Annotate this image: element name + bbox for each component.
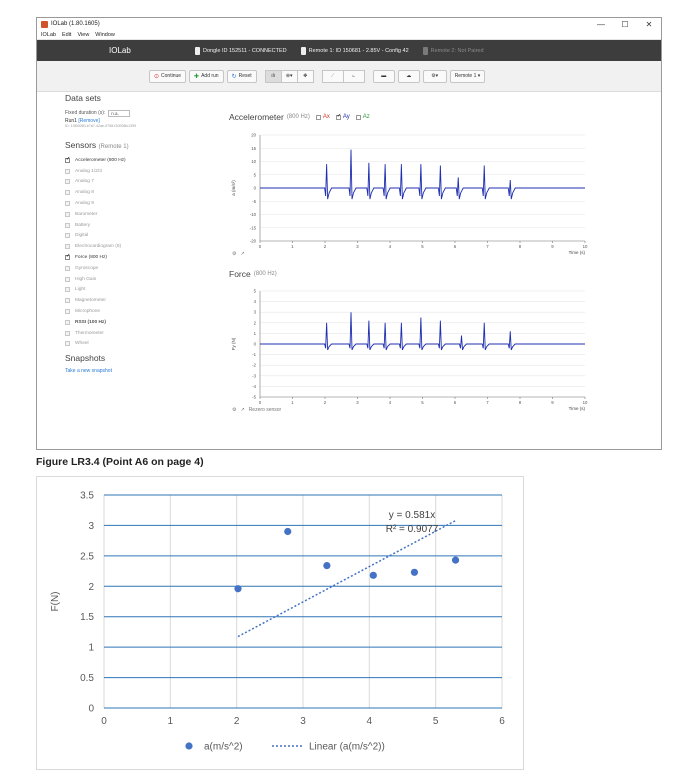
line-fit-icon: ⟀ [352, 73, 356, 79]
sensor-item[interactable] [65, 306, 185, 317]
sensor-item[interactable] [65, 328, 185, 339]
sensor-item[interactable] [65, 198, 185, 209]
sensor-label: Magnetometer [75, 298, 106, 304]
ay-checkbox[interactable] [336, 115, 341, 120]
sensor-label: Wheel [75, 341, 89, 347]
y-tick-label: -10 [249, 212, 256, 217]
sensor-item[interactable] [65, 166, 185, 177]
bar-stats-icon: ılı [271, 73, 276, 79]
sensor-item[interactable] [65, 252, 185, 263]
sensor-checkbox[interactable] [65, 169, 70, 174]
sensor-item[interactable] [65, 274, 185, 285]
cloud-button[interactable] [398, 70, 420, 83]
sensor-item[interactable] [65, 285, 185, 296]
x-tick-label: 2 [323, 400, 327, 405]
x-tick-label: 4 [388, 244, 392, 249]
y-tick-label: 1 [253, 330, 256, 336]
y-tick-label: 5 [253, 172, 256, 178]
y-tick-label: -15 [249, 225, 256, 231]
sensor-label: Light [75, 287, 86, 293]
sensor-list [65, 155, 185, 349]
settings-button[interactable] [423, 70, 447, 83]
sensor-label: Digital [75, 233, 89, 239]
sensor-label: High Gain [75, 276, 97, 282]
remote-select-label: Remote 1 ▾ [454, 73, 481, 79]
fixed-duration-label: Fixed duration (s): [65, 110, 106, 116]
chart-border [37, 477, 524, 770]
data-point [284, 528, 291, 535]
app-brand: IOLab [109, 46, 131, 55]
sensor-label: Analog 9 [75, 201, 94, 207]
maximize-button[interactable]: ☐ [621, 19, 629, 29]
sensor-item[interactable] [65, 209, 185, 220]
sensor-checkbox[interactable] [65, 212, 70, 217]
pan-tool-button[interactable] [297, 70, 314, 83]
sensor-checkbox[interactable] [65, 277, 70, 282]
close-button[interactable]: ✕ [645, 19, 653, 29]
folder-icon: ▬ [381, 73, 387, 79]
menu-view[interactable]: View [77, 31, 90, 38]
sensor-checkbox[interactable] [65, 223, 70, 228]
window-title: IOLab (1.80.1605) [51, 21, 100, 27]
remote2-status [423, 47, 484, 55]
iolab-app-icon [41, 21, 48, 28]
sensors-remote: (Remote 1) [98, 144, 129, 150]
sensor-checkbox[interactable] [65, 179, 70, 184]
x-tick-label: 2 [233, 716, 240, 727]
sensor-checkbox[interactable] [65, 266, 70, 271]
x-tick-label: 5 [421, 400, 424, 405]
data-trace [260, 150, 585, 200]
sensor-label: Gyroscope [75, 265, 99, 271]
y-tick-label: 3 [253, 309, 256, 315]
run-name: Run1 [65, 118, 77, 124]
gear-icon[interactable]: ⚙ [232, 251, 237, 257]
continue-button[interactable] [149, 70, 186, 83]
y-tick-label: 20 [251, 132, 256, 138]
data-point [370, 572, 377, 579]
legend-series-label: a(m/s^2) [204, 741, 243, 753]
x-tick-label: 8 [518, 244, 522, 249]
ay-label: Ay [342, 114, 350, 120]
trendline-r2: R² = 0.9077 [385, 524, 439, 535]
y-tick-label: 2 [253, 320, 256, 326]
sensor-checkbox[interactable] [65, 331, 70, 336]
y-tick-label: 1.5 [80, 612, 94, 624]
y-tick-label: 0 [253, 341, 256, 347]
sensor-checkbox[interactable] [65, 298, 70, 303]
fit-curve-button[interactable] [322, 70, 344, 83]
remote-icon [301, 47, 306, 55]
minimize-button[interactable]: — [597, 19, 605, 29]
remote-icon [423, 47, 428, 55]
sensor-item[interactable] [65, 187, 185, 198]
menu-bar [37, 30, 661, 40]
sensor-checkbox[interactable] [65, 341, 70, 346]
x-tick-label: 3 [356, 400, 359, 405]
y-tick-label: 3.5 [80, 490, 94, 502]
force-plot[interactable] [225, 283, 595, 418]
x-tick-label: 2 [323, 244, 327, 249]
sensor-label: Accelerometer (800 Hz) [75, 157, 126, 163]
sensor-item[interactable] [65, 339, 185, 350]
accel-graph-title: Accelerometer [229, 112, 284, 122]
y-tick-label: 10 [251, 159, 256, 164]
axis-toggle-az[interactable] [356, 114, 370, 120]
sensor-checkbox[interactable] [65, 309, 70, 314]
legend-marker [185, 742, 192, 749]
remote-select[interactable] [450, 70, 486, 83]
y-tick-label: -20 [249, 238, 256, 244]
x-tick-label: 5 [421, 244, 424, 249]
connection-status-bar [37, 40, 661, 61]
sensors-heading [65, 140, 185, 150]
fit-line-button[interactable] [343, 70, 365, 83]
plus-icon: ✚ [194, 73, 200, 80]
y-tick-label: 3 [88, 520, 94, 532]
y-axis-label: F(N) [50, 591, 61, 612]
add-run-button[interactable] [189, 70, 224, 83]
az-label: Az [362, 114, 370, 120]
sensor-item[interactable] [65, 177, 185, 188]
y-tick-label: -3 [252, 373, 256, 379]
legend-trend-label: Linear (a(m/s^2)) [309, 741, 385, 753]
sensor-item[interactable] [65, 263, 185, 274]
run-remove-link[interactable]: [Remove] [78, 118, 100, 124]
x-tick-label: 4 [366, 716, 373, 727]
take-snapshot-link[interactable]: Take a new snapshot [65, 368, 112, 375]
y-axis-label: Fy (N) [231, 337, 236, 351]
move-icon: ✥ [303, 73, 308, 79]
reset-button[interactable] [227, 70, 257, 83]
x-tick-label: 1 [167, 716, 174, 727]
data-point [323, 562, 330, 569]
sensors-heading-text: Sensors [65, 140, 97, 150]
x-tick-label: 5 [432, 716, 439, 727]
force-graph-footer [232, 407, 281, 413]
figure-caption: Figure LR3.4 (Point A6 on page 4) [36, 456, 204, 468]
fit-tools [323, 70, 365, 83]
accel-plot[interactable] [225, 127, 595, 262]
popout-icon[interactable]: ↗ [240, 407, 245, 413]
x-tick-label: 8 [518, 400, 522, 405]
analysis-tools [266, 70, 314, 83]
axis-toggle-ay[interactable] [336, 114, 350, 120]
cloud-icon: ☁ [406, 73, 412, 79]
x-tick-label: 1 [291, 400, 294, 405]
stats-tool-button[interactable] [265, 70, 282, 83]
sensor-label: Microphone [75, 309, 101, 315]
sensor-label: Analog 1/2/3 [75, 168, 102, 174]
sensor-label: Barometer [75, 211, 98, 217]
sensor-checkbox[interactable] [65, 320, 70, 325]
y-tick-label: 0.5 [80, 673, 94, 685]
sensor-label: Analog 8 [75, 190, 94, 196]
dongle-status [195, 47, 287, 55]
dongle-status-text: Dongle ID 152511 - CONNECTED [203, 47, 287, 54]
axis-toggle-ax[interactable] [316, 114, 330, 120]
x-axis-label: Time (s) [568, 406, 585, 411]
y-axis-label: a (m/s²) [231, 180, 236, 196]
sensor-label: Thermometer [75, 330, 104, 336]
remote1-status-text: Remote 1: ID 150681 - 2.85V - Config 42 [308, 47, 409, 54]
ax-label: Ax [322, 114, 330, 120]
reset-label: Reset [238, 73, 252, 79]
x-tick-label: 7 [486, 244, 489, 249]
force-graph-title: Force [229, 269, 251, 279]
data-sets-heading: Data sets [65, 93, 101, 103]
data-point [452, 557, 459, 564]
sensor-item[interactable] [65, 241, 185, 252]
snapshots-heading: Snapshots [65, 353, 106, 364]
y-tick-label: 0 [253, 185, 256, 191]
toolbar [37, 61, 661, 92]
accel-graph-header [229, 112, 370, 122]
accel-graph-rate: (800 Hz) [286, 114, 310, 120]
remote2-status-text: Remote 2: Not Paired [430, 47, 484, 54]
remote1-status [301, 47, 409, 55]
sensor-item[interactable] [65, 295, 185, 306]
zoom-icon: ⊕▾ [285, 73, 293, 79]
curve-fit-icon: ⟋ [330, 73, 335, 79]
x-tick-label: 10 [582, 244, 588, 249]
x-tick-label: 9 [551, 400, 554, 405]
x-tick-label: 6 [453, 400, 457, 405]
dongle-icon [195, 47, 200, 55]
y-tick-label: 2.5 [80, 551, 94, 563]
y-tick-label: -5 [252, 394, 256, 400]
y-tick-label: 1 [88, 642, 94, 654]
title-bar [37, 18, 661, 30]
sensor-item[interactable] [65, 231, 185, 242]
sensor-label: Electrocardiogram (9) [75, 244, 122, 250]
sensor-checkbox[interactable] [65, 201, 70, 206]
x-tick-label: 3 [300, 716, 306, 727]
force-graph-rate: (800 Hz) [253, 271, 277, 277]
zoom-tool-button[interactable] [281, 70, 298, 83]
x-tick-label: 6 [499, 716, 505, 727]
run-id: ID: 13f00060-b7a7-42ae-9708-f10008fc1399 [65, 124, 137, 128]
fixed-duration-input[interactable]: n.a. [108, 110, 130, 117]
excel-scatter-chart [36, 476, 524, 770]
ax-checkbox[interactable] [316, 115, 321, 120]
add-run-label: Add run [201, 73, 219, 79]
y-tick-label: -2 [252, 362, 256, 368]
y-tick-label: 2 [88, 581, 94, 593]
menu-window[interactable]: Window [95, 31, 115, 38]
y-tick-label: 15 [251, 145, 256, 151]
rezero-sensor-link[interactable]: Rezero sensor [248, 407, 282, 413]
sensor-label: Force (800 Hz) [75, 255, 107, 261]
x-tick-label: 1 [291, 244, 294, 249]
y-tick-label: 4 [253, 299, 256, 305]
fixed-duration-row [65, 108, 185, 118]
x-tick-label: 9 [551, 244, 554, 249]
gear-icon: ⚙▾ [431, 73, 439, 79]
data-point [411, 569, 418, 576]
sensor-item[interactable] [65, 155, 185, 166]
x-tick-label: 7 [486, 400, 489, 405]
x-tick-label: 0 [258, 244, 262, 249]
menu-edit[interactable]: Edit [61, 31, 72, 38]
trendline-equation: y = 0.581x [388, 510, 436, 521]
x-tick-label: 3 [356, 244, 359, 249]
sensor-item[interactable] [65, 220, 185, 231]
sensor-checkbox[interactable] [65, 287, 70, 292]
sensor-item[interactable] [65, 317, 185, 328]
y-tick-label: -1 [252, 352, 256, 358]
reset-icon: ↻ [231, 73, 237, 80]
x-axis-label: Time (s) [568, 250, 585, 255]
open-folder-button[interactable] [373, 70, 395, 83]
y-tick-label: 5 [253, 288, 256, 294]
force-graph-header [229, 269, 277, 279]
x-tick-label: 4 [388, 400, 392, 405]
menu-iolab[interactable]: IOLab [41, 31, 56, 38]
record-icon: ⊙ [154, 73, 160, 80]
y-tick-label: -4 [252, 383, 256, 389]
sensor-checkbox[interactable] [65, 190, 70, 195]
x-tick-label: 10 [582, 400, 588, 405]
data-point [234, 585, 241, 592]
continue-label: Continue [161, 73, 182, 79]
az-checkbox[interactable] [356, 115, 361, 120]
sensor-label: RSSI (100 Hz) [75, 319, 106, 325]
sensor-label: Analog 7 [75, 179, 94, 185]
y-tick-label: 0 [88, 703, 94, 715]
gear-icon[interactable]: ⚙ [232, 407, 237, 413]
x-tick-label: 0 [101, 716, 107, 727]
sensor-checkbox[interactable] [65, 244, 70, 249]
accel-graph-footer [232, 251, 245, 257]
sensor-checkbox[interactable] [65, 255, 70, 260]
sensor-checkbox[interactable] [65, 158, 70, 163]
sensor-checkbox[interactable] [65, 233, 70, 238]
popout-icon[interactable]: ↗ [240, 251, 245, 257]
x-tick-label: 0 [258, 400, 262, 405]
sensor-label: Battery [75, 222, 91, 228]
x-tick-label: 6 [453, 244, 457, 249]
left-panel [65, 93, 185, 374]
y-tick-label: -5 [252, 198, 256, 204]
